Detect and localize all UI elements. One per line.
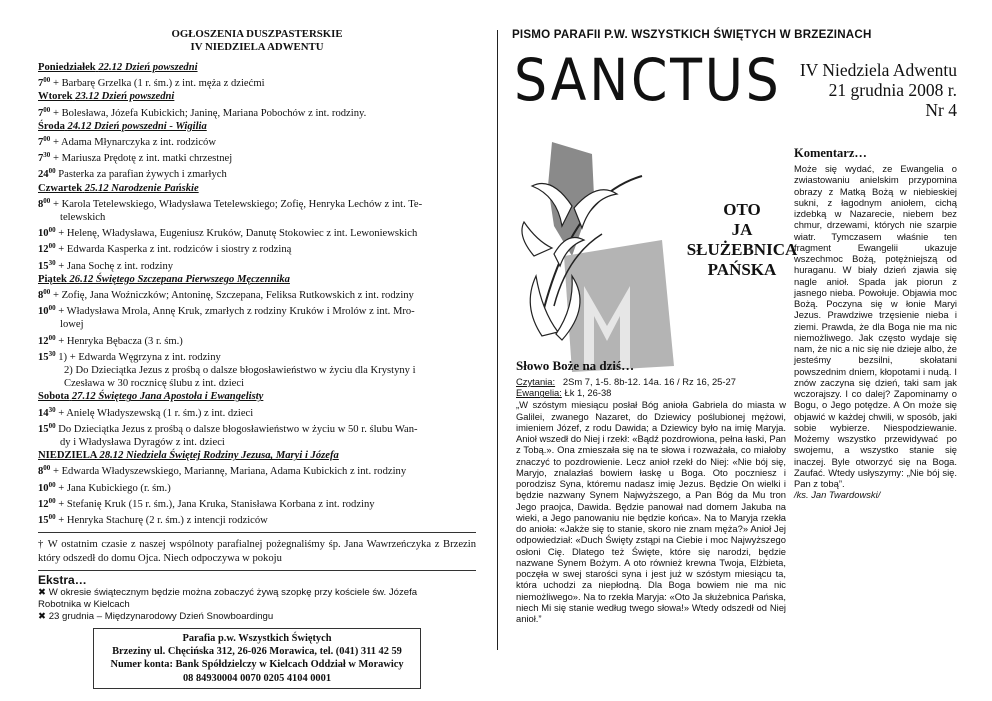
bulletin-header: PISMO PARAFII P.W. WSZYSTKICH ŚWIĘTYCH W BRZEZINACH: [512, 28, 872, 41]
day-heading: [38, 390, 476, 403]
mass-hour: 7: [38, 78, 44, 90]
mass-intention: [38, 302, 476, 318]
contact-line: Parafia p.w. Wszystkich Świętych: [182, 632, 332, 644]
mass-minute: 00: [43, 76, 51, 85]
intention-extra: Czesława w 30 rocznicę ślubu z int. dzieci: [64, 378, 245, 390]
day-name: NIEDZIELA: [38, 450, 97, 462]
feature-line: SŁUŻEBNICA: [686, 240, 798, 259]
mass-intention: [38, 74, 476, 90]
bulletin-front-page: [512, 28, 957, 625]
mass-minute: 00: [48, 333, 56, 342]
day-name: Czwartek: [38, 182, 83, 194]
day-date: 23.12 Dzień powszedni: [75, 91, 175, 103]
day-name: Poniedziałek: [38, 62, 96, 73]
day-date: 22.12 Dzień powszedni: [98, 62, 198, 73]
day-heading: [38, 182, 476, 195]
mass-hour: 15: [38, 351, 49, 363]
day-name: Wtorek: [38, 91, 73, 103]
day-name: Sobota: [38, 391, 70, 403]
mass-hour: 12: [38, 498, 49, 510]
mass-minute: 00: [48, 496, 56, 505]
announcements-subheading: IV NIEDZIELA ADWENTU: [190, 40, 324, 53]
mass-hour: 10: [38, 228, 49, 240]
feature-line: PAŃSKA: [707, 260, 777, 279]
mass-minute: 00: [43, 105, 51, 114]
intention-text: + Jana Kubickiego (r. śm.): [55, 482, 171, 494]
day-heading: [38, 90, 476, 103]
gospel-label: Ewangelia:: [516, 387, 562, 399]
intention-text: + Anielę Władyszewską (1 r. śm.) z int. dzieci: [55, 407, 254, 419]
intention-text: + Adama Młynarczyka z int. rodziców: [50, 137, 217, 149]
lily-leaf: [530, 276, 558, 336]
mass-hour: 12: [38, 335, 49, 347]
ekstra-item: Robotnika w Kielcach: [38, 598, 130, 610]
mass-intention: [38, 240, 476, 256]
mass-minute: 00: [48, 167, 56, 176]
intention-text: + Zofię, Jana Woźniczków; Antoninę, Szczepana, Feliksa Rutkowskich z int. rodziny: [50, 290, 414, 302]
issue-info: [800, 60, 957, 120]
mass-minute: 30: [48, 258, 56, 267]
ekstra-title: Ekstra…: [38, 570, 476, 587]
word-of-god-title: Słowo Boże na dziś…: [516, 358, 635, 373]
gospel-text: „W szóstym miesiącu posłał Bóg anioła Gabriela do miasta w Galilei, zwanego Nazaret, do Dziewicy poślubionej mężowi, imieniem Józef, z rodu Dawida; a Dziewicy było na imię Maryja. Anioł wszedł do Niej i rzekł: «Bądź pozdrowiona, pełna łaski, Pan z Tobą.». Ona zmieszała się na te słowa i rozważała, co miałoby znaczyć to pozdrowienie. Lecz anioł rzekł do Niej: «Nie bój się, Maryjo, znalazłaś bowiem łaskę u Boga. Oto poczniesz i porodzisz Syna, któremu nadasz imię Jezus. Będzie On wielki i będzie nazwany Synem Najwyższego, a Pan Bóg da Mu tron Jego praojca, Dawida. Będzie panował nad domem Jakuba na wieki, a Jego panowaniu nie będzie końca». Na to Maryja rzekła do anioła: «Jakże się to stanie, skoro nie znam męża?» Anioł Jej odpowiedział: «Duch Święty zstąpi na Ciebie i moc Najwyższego osłoni Cię. Dlatego też Święte, które się narodzi, będzie nazwane Synem Bożym. A oto również krewna Twoja, Elżbieta, poczęła w swej starości syna i jest już w szóstym miesiącu ta, która uchodzi za niepłodną. Dla Boga bowiem nie ma nic niemożliwego». Na to rzekła Maryja: «Oto Ja służebnica Pańska, niech Mi się stanie według twego słowa!» Wtedy odszedł od Niej anioł.”: [516, 399, 786, 625]
word-of-god-section: [516, 358, 786, 624]
feature-line: JA: [731, 220, 753, 239]
mass-intention: [38, 404, 476, 420]
readings-line: [516, 376, 786, 387]
issue-title: IV Niedziela Adwentu: [799, 60, 957, 80]
issue-date: 21 grudnia 2008 r.: [828, 80, 957, 100]
intention-text: + Henryka Bębacza (3 r. śm.): [55, 335, 183, 347]
mass-intention: [38, 133, 476, 149]
day-heading: [38, 61, 476, 74]
day-date: 28.12 Niedziela Świętej Rodziny Jezusa, Maryi i Józefa: [99, 450, 339, 462]
intention-text: + Stefanię Kruk (15 r. śm.), Jana Kruka, Stanisława Korbana z int. rodziny: [55, 498, 375, 510]
intention-text: + Helenę, Władysława, Eugeniusz Kruków, Danutę Stokowiec z int. Lewoniewskich: [55, 228, 418, 240]
lily-petal: [522, 222, 552, 256]
intention-extra: 2) Do Dzieciątka Jezus z prośbą o dalsze błogosławieństwo w życiu dla Krystyny i: [64, 365, 416, 377]
lily-m-illustration: [512, 136, 692, 380]
mass-hour: 8: [38, 198, 44, 210]
mass-minute: 00: [43, 464, 51, 473]
mass-hour: 10: [38, 482, 49, 494]
intention-text: + Mariusza Prędotę z int. matki chrzestnej: [50, 153, 233, 165]
ekstra-list: [38, 587, 476, 623]
announcements-heading: OGŁOSZENIA DUSZPASTERSKIE: [171, 28, 343, 40]
day-name: Piątek: [38, 273, 67, 285]
ekstra-item: ✖ W okresie świątecznym będzie można zobaczyć żywą szopkę przy kościele św. Józefa: [38, 586, 418, 598]
intention-text: + Władysława Mrola, Annę Kruk, zmarłych z rodziny Kruków i Mrolów z int. Mro-: [55, 306, 415, 318]
intention-continuation: dy i Władysława Dyragów z int. dzieci: [60, 437, 225, 449]
mass-hour: 7: [38, 137, 44, 149]
parish-contact-box: [93, 628, 421, 689]
intention-continuation: lowej: [60, 319, 84, 331]
mass-hour: 24: [38, 169, 49, 181]
mass-hour: 14: [38, 407, 49, 419]
mass-intention: [38, 332, 476, 348]
mass-hour: 8: [38, 290, 44, 302]
intention-text: 1) + Edwarda Węgrzyna z int. rodziny: [55, 351, 221, 363]
mass-intention: [38, 149, 476, 165]
commentary-title: Komentarz…: [794, 146, 867, 160]
mass-hour: 7: [38, 153, 44, 165]
mass-hour: 15: [38, 515, 49, 527]
mass-minute: 00: [43, 196, 51, 205]
mass-intention: [38, 257, 476, 273]
intention-text: + Jana Sochę z int. rodziny: [55, 260, 174, 272]
mass-hour: 15: [38, 423, 49, 435]
mass-hour: 10: [38, 306, 49, 318]
day-heading: [38, 449, 476, 462]
contact-line: 08 84930004 0070 0205 4104 0001: [182, 672, 332, 684]
mass-minute: 00: [48, 304, 56, 313]
mass-minute: 00: [48, 480, 56, 489]
mass-hour: 12: [38, 244, 49, 256]
mass-minute: 00: [43, 135, 51, 144]
commentary-section: [794, 146, 957, 501]
mass-minute: 00: [48, 513, 56, 522]
mass-intention: [38, 479, 476, 495]
mass-intention: [38, 286, 476, 302]
mass-intention: [38, 348, 476, 364]
day-date: 27.12 Świętego Jana Apostoła i Ewangelisty: [71, 391, 264, 403]
day-heading: [38, 120, 476, 133]
mass-intention: [38, 165, 476, 181]
commentary-author: /ks. Jan Twardowski/: [794, 489, 881, 501]
page-divider: [497, 30, 498, 650]
sanctus-logo: SANCTUS: [514, 46, 782, 114]
mass-hour: 7: [38, 107, 44, 119]
mass-intention: [38, 195, 476, 211]
ekstra-item: ✖ 23 grudnia – Międzynarodowy Dzień Snowboardingu: [38, 610, 274, 622]
readings-label: Czytania:: [516, 376, 556, 387]
gospel-line: [516, 387, 786, 398]
memorial-note: † W ostatnim czasie z naszej wspólnoty parafialnej pożegnaliśmy śp. Jana Wawrzeńczyka z Brzezin który odszedł do domu Ojca. Niech odpoczywa w pokoju: [38, 532, 476, 564]
day-heading: [38, 273, 476, 286]
intention-text: + Karola Tetelewskiego, Władysława Tetelewskiego; Zofię, Henryka Lechów z int. Te-: [50, 198, 423, 210]
intention-text: + Bolesława, Józefa Kubickich; Janinę, Mariana Pobochów z int. rodziny.: [50, 107, 367, 119]
mass-intention: [38, 224, 476, 240]
mass-minute: 00: [48, 242, 56, 251]
commentary-text: Może się wydać, ze Ewangelia o zwiastowaniu anielskim przypomina obrazy z Matką Bożą w niebieskiej sukni, z łagodnym aniołem, cichą izdebką w Nazarecie, niebem bez chmur, drzewami, których nie szarpie wiatr. Tymczasem właśnie ten fragment Ewangelii ukazuje wszechmoc Bożą, potężniejszą od huraganu. W biały dzień zjawia się nagle anioł. Spada jak piorun z jasnego nieba. Powołuje. Objawia moc Bożą. Poczyna się w łonie Maryi Jezus. Prawdziwe trzęsienie nieba i ziemi. Prawda, że dla Boga nie ma nic niemożliwego. Jak często wydaje się nam, że nic a nic się nie dzieje albo, że jesteśmy bezsilni, skołatani powszednim dniem, kłopotami i nudą. I znów zaczyna się dzień, taki sam jak wczorajszy. I co dalej? Zapominamy o Bogu, o Jego potędze. A On może się objawić w każdej chwili, w sposób, jaki sobie wybierze. Niespodziewanie. Możemy wszystko przewidywać po swojemu, a wszystko stanie się inaczej. Byle otworzyć się na Boga. Zaufać. Wtedy usłyszymy: „Nie bój się. Pan z tobą”.: [794, 163, 957, 489]
intention-text: Do Dzieciątka Jezus z prośbą o dalsze błogosławieństwo w życiu w 50 r. ślubu Wan-: [55, 423, 418, 435]
day-name: Środa: [38, 120, 65, 132]
feature-line: OTO: [723, 200, 761, 219]
mass-minute: 30: [48, 349, 56, 358]
gospel-ref: Łk 1, 26-38: [561, 387, 612, 399]
intention-continuation: telewskich: [60, 212, 106, 224]
mass-schedule: [38, 61, 476, 527]
intention-text: + Barbarę Grzelka (1 r. śm.) z int. męża z dziećmi: [50, 78, 265, 90]
day-date: 25.12 Narodzenie Pańskie: [84, 182, 199, 194]
announcements-page: [38, 28, 476, 689]
mass-intention: [38, 104, 476, 120]
mass-minute: 00: [48, 226, 56, 235]
intention-text: Pasterka za parafian żywych i zmarłych: [55, 169, 227, 181]
mass-minute: 00: [48, 421, 56, 430]
readings-refs: 2Sm 7, 1-5. 8b-12. 14a. 16 / Rz 16, 25-27: [562, 376, 736, 387]
mass-intention: [38, 495, 476, 511]
mass-hour: 8: [38, 466, 44, 478]
mass-hour: 15: [38, 260, 49, 272]
intention-text: + Henryka Stachurę (2 r. śm.) z intencji rodziców: [55, 515, 268, 527]
day-date: 24.12 Dzień powszedni - Wigilia: [67, 120, 207, 132]
mass-minute: 00: [43, 288, 51, 297]
mass-minute: 30: [48, 405, 56, 414]
issue-number: Nr 4: [925, 100, 957, 120]
mass-minute: 30: [43, 151, 51, 160]
mass-intention: [38, 511, 476, 527]
contact-line: Numer konta: Bank Spółdzielczy w Kielcach Oddział w Morawicy: [110, 659, 404, 671]
mass-intention: [38, 462, 476, 478]
intention-text: + Edwarda Władyszewskiego, Mariannę, Mariana, Adama Kubickich z int. rodziny: [50, 466, 407, 478]
mass-intention: [38, 420, 476, 436]
intention-text: + Edwarda Kasperka z int. rodziców i siostry z rodziną: [55, 244, 292, 256]
contact-line: Brzeziny ul. Chęcińska 312, 26-026 Morawica, tel. (041) 311 42 59: [112, 646, 402, 658]
day-date: 26.12 Świętego Szczepana Pierwszego Męczennika: [69, 273, 290, 285]
